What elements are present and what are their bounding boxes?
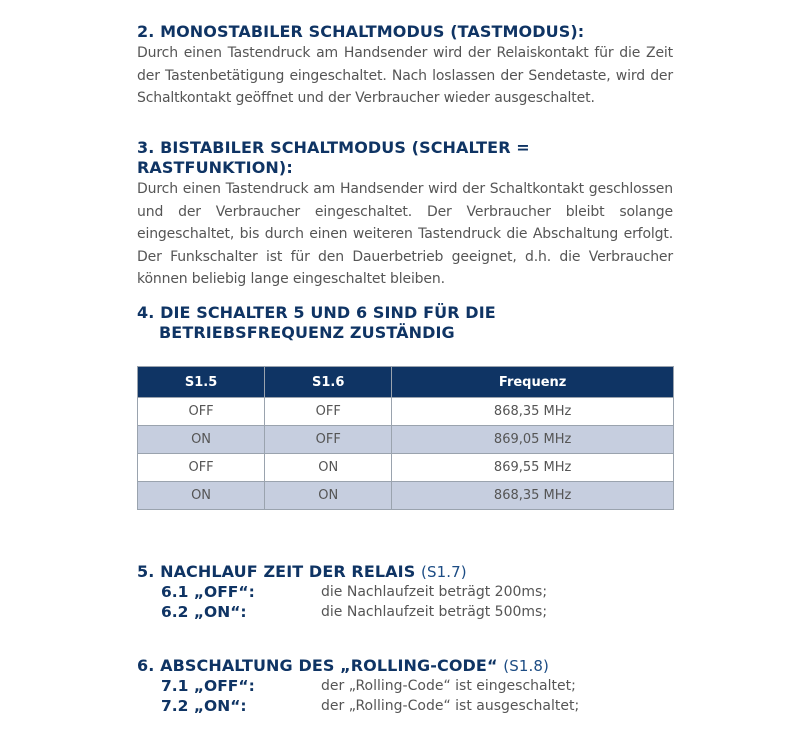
list-item xyxy=(137,582,673,602)
section-rolling-code xyxy=(137,656,673,716)
section-frequency xyxy=(137,303,673,343)
cell: OFF xyxy=(138,454,265,482)
table-row xyxy=(138,398,674,426)
item-label: 7.2 „ON“: xyxy=(161,697,247,715)
table-row xyxy=(138,426,674,454)
section-title-line1: 4. DIE SCHALTER 5 UND 6 SIND FÜR DIE xyxy=(137,303,496,322)
section-text: Durch einen Tastendruck am Handsender wird der Relaiskontakt für die Zeit der Tastenbetätigung eingeschaltet. Nach loslassen der Sendetaste, wird der Schaltkontakt geöffnet und der Verbraucher wieder ausgeschaltet. xyxy=(137,45,673,106)
item-text: die Nachlaufzeit beträgt 500ms; xyxy=(321,604,548,620)
section-text: Durch einen Tastendruck am Handsender wird der Schaltkontakt geschlossen und der Verbraucher eingeschaltet. Der Verbraucher bleibt solange eingeschaltet, bis durch einen weiteren Tastendruck die Abschaltung erfolgt. Der Funkschalter ist für den Dauerbetrieb geeignet, d.h. die Verbraucher können beliebig lange eingeschaltet bleiben. xyxy=(137,181,673,287)
cell: ON xyxy=(138,482,265,510)
header-s1-5: S1.5 xyxy=(138,367,265,398)
item-text: der „Rolling-Code“ ist ausgeschaltet; xyxy=(321,698,580,714)
table-row xyxy=(138,482,674,510)
list-item xyxy=(137,602,673,622)
cell: OFF xyxy=(265,398,392,426)
item-text: die Nachlaufzeit beträgt 200ms; xyxy=(321,584,548,600)
cell: OFF xyxy=(265,426,392,454)
section-nachlauf xyxy=(137,562,673,622)
cell: ON xyxy=(138,426,265,454)
section-switch-ref: (S1.8) xyxy=(503,657,549,675)
table-header-row xyxy=(138,367,674,398)
section-title-line2: BETRIEBSFREQUENZ ZUSTÄNDIG xyxy=(159,323,455,342)
cell: 869,05 MHz xyxy=(392,426,674,454)
section-title: 3. BISTABILER SCHALTMODUS (SCHALTER = RASTFUNKTION): xyxy=(137,138,530,177)
cell: 869,55 MHz xyxy=(392,454,674,482)
cell: 868,35 MHz xyxy=(392,398,674,426)
cell: ON xyxy=(265,454,392,482)
table-row xyxy=(138,454,674,482)
header-frequenz: Frequenz xyxy=(392,367,674,398)
item-label: 6.2 „ON“: xyxy=(161,603,247,621)
section-switch-ref: (S1.7) xyxy=(421,563,467,581)
cell: OFF xyxy=(138,398,265,426)
list-item xyxy=(137,676,673,696)
item-label: 7.1 „OFF“: xyxy=(161,677,255,695)
item-label: 6.1 „OFF“: xyxy=(161,583,255,601)
section-monostable xyxy=(137,22,673,110)
list-item xyxy=(137,696,673,716)
section-title: 5. NACHLAUF ZEIT DER RELAIS xyxy=(137,562,416,581)
header-s1-6: S1.6 xyxy=(265,367,392,398)
section-bistable xyxy=(137,138,673,291)
section-title: 2. MONOSTABILER SCHALTMODUS (TASTMODUS): xyxy=(137,22,585,41)
frequency-table xyxy=(137,366,674,510)
cell: ON xyxy=(265,482,392,510)
item-text: der „Rolling-Code“ ist eingeschaltet; xyxy=(321,678,576,694)
section-title: 6. ABSCHALTUNG DES „ROLLING-CODE“ xyxy=(137,656,498,675)
cell: 868,35 MHz xyxy=(392,482,674,510)
